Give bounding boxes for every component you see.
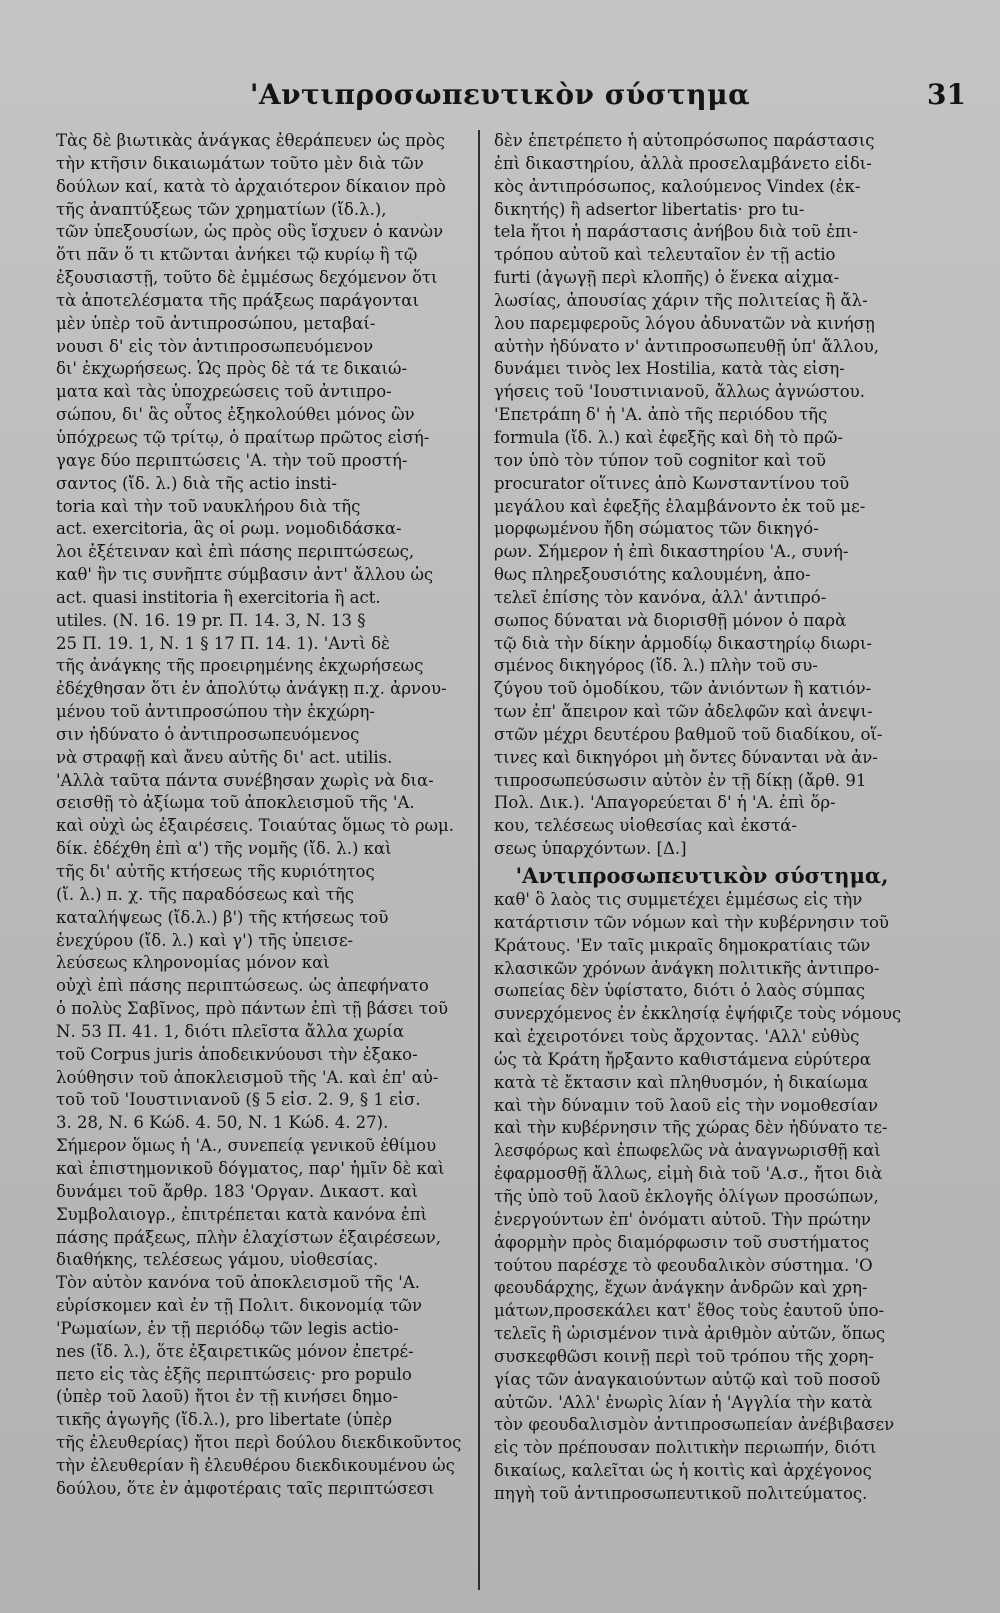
left-column	[56, 130, 466, 1590]
right-column-text-after: καθ' ὃ λαὸς τις συμμετέχει ἐμμέσως εἰς τὴν κατάρτισιν τῶν νόμων καὶ τὴν κυβέρνησιν τοῦ Κράτους. 'Εν ταῖς μικραῖς δημοκρατίαις τῶν κλασικῶν χρόνων ἀνάγκη πολιτικῆς ἀντιπρο- σωπείας δὲν ὑφίστατο, διότι ὁ λαὸς σύμπας συνερχόμενος ἐν ἐκκλησίᾳ ἐψήφιζε τοὺς νόμους καὶ ἐχειροτόνει τοὺς ἄρχοντας. 'Αλλ' εὐθὺς ὡς τὰ Κράτη ἤρξαντο καθιστάμενα εὐρύτερα κατὰ τὲ ἔκτασιν καὶ πληθυσμόν, ἡ δικαίωμα καὶ τὴν δύναμιν τοῦ λαοῦ εἰς τὴν νομοθεσίαν καὶ τὴν κυβέρνησιν τῆς χώρας δὲν ἠδύνατο τε- λεσφόρως καὶ ἐπωφελῶς νὰ ἀναγνωρισθῇ καὶ ἐφαρμοσθῇ ἄλλως, εἰμὴ διὰ τοῦ 'Α.σ., ἤτοι διὰ τῆς ὑπὸ τοῦ λαοῦ ἐκλογῆς ὀλίγων προσώπων, ἐνεργούντων ἐπ' ὀνόματι αὐτοῦ. Τὴν πρώτην ἀφορμὴν πρὸς διαμόρφωσιν τοῦ συστήματος τούτου παρέσχε τὸ φεουδαλικὸν σύστημα. 'Ο φεουδάρχης, ἔχων ἀνάγκην ἀνδρῶν καὶ χρη- μάτων,προσεκάλει κατ' ἔθος τοὺς ἑαυτοῦ ὑπο- τελεῖς ἢ ὡρισμένον τινὰ ἀριθμὸν αὐτῶν, ὅπως συσκεφθῶσι κοινῇ περὶ τοῦ τρόπου τῆς χορη- γίας τῶν ἀναγκαιούντων αὐτῷ καὶ τοῦ ποσοῦ αὐτῶν. 'Αλλ' ἐνωρὶς λίαν ἡ 'Αγγλία τὴν κατὰ τὸν φεουδαλισμὸν ἀντιπροσωπείαν ἀνέβιβασεν εἰς τὸν πρέπουσαν πολιτικὴν περιωπήν, διότι δικαίως, καλεῖται ὡς ἡ κοιτὶς καὶ ἀρχέγονος πηγὴ τοῦ ἀντιπροσωπευτικοῦ πολιτεύματος.	[494, 890, 902, 1503]
page-header	[0, 78, 1000, 118]
left-column-text: Τὰς δὲ βιωτικὰς ἀνάγκας ἐθεράπευεν ὡς πρὸς τὴν κτῆσιν δικαιωμάτων τοῦτο μὲν διὰ τῶν δούλων καί, κατὰ τὸ ἀρχαιότερον δίκαιον πρὸ τῆς ἀναπτύξεως τῶν χρηματίων (ἴδ.λ.), τῶν ὑπεξουσίων, ὡς πρὸς οὓς ἴσχυεν ὁ κανὼν ὅτι πᾶν ὅ τι κτῶνται ἀνήκει τῷ κυρίῳ ἢ τῷ ἐξουσιαστῇ, τοῦτο δὲ ἐμμέσως δεχόμενον ὅτι τὰ ἀποτελέσματα τῆς πράξεως παράγονται μὲν ὑπὲρ τοῦ ἀντιπροσώπου, μεταβαί- νουσι δ' εἰς τὸν ἀντιπροσωπευόμενον δι' ἐκχωρήσεως. Ὡς πρὸς δὲ τά τε δικαιώ- ματα καὶ τὰς ὑποχρεώσεις τοῦ ἀντιπρο- σώπου, δι' ἃς οὗτος ἐξηκολούθει μόνος ὢν ὑπόχρεως τῷ τρίτῳ, ὁ πραίτωρ πρῶτος εἰσή- γαγε δύο περιπτώσεις 'Α. τὴν τοῦ προστή- σαντος (ἴδ. λ.) διὰ τῆς actio insti- toria καὶ τὴν τοῦ ναυκλήρου διὰ τῆς act. exercitoria, ἃς οἱ ρωμ. νομοδιδάσκα- λοι ἐξέτειναν καὶ ἐπὶ πάσης περιπτώσεως, καθ' ἣν τις συνῆπτε σύμβασιν ἀντ' ἄλλου ὡς act. quasi institoria ἢ exercitoria ἢ act. utiles. (Ν. 16. 19 pr. Π. 14. 3, Ν. 13 § 25 Π. 19. 1, Ν. 1 § 17 Π. 14. 1). 'Αντὶ δὲ τῆς ἀνάγκης τῆς προειρημένης ἐκχωρήσεως ἐδέχθησαν ὅτι ἐν ἀπολύτῳ ἀνάγκῃ π.χ. ἀρνου- μένου τοῦ ἀντιπροσώπου τὴν ἐκχώρη- σιν ἠδύνατο ὁ ἀντιπροσωπευόμενος νὰ στραφῇ καὶ ἄνευ αὐτῆς δι' act. utilis. 'Αλλὰ ταῦτα πάντα συνέβησαν χωρὶς νὰ δια- σεισθῇ τὸ ἀξίωμα τοῦ ἀποκλεισμοῦ τῆς 'Α. καὶ οὐχὶ ὡς ἐξαιρέσεις. Τοιαύτας ὅμως τὸ ρωμ. δίκ. ἐδέχθη ἐπὶ α') τῆς νομῆς (ἴδ. λ.) καὶ τῆς δι' αὐτῆς κτήσεως τῆς κυριότητος (ἴ. λ.) π. χ. τῆς παραδόσεως καὶ τῆς καταλήψεως (ἴδ.λ.) β') τῆς κτήσεως τοῦ ἐνεχύρου (ἴδ. λ.) καὶ γ') τῆς ὑπεισε- λεύσεως κληρονομίας μόνον καὶ οὐχὶ ἐπὶ πάσης περιπτώσεως. ὡς ἀπεφήνατο ὁ πολὺς Σαβῖνος, πρὸ πάντων ἐπὶ τῇ βάσει τοῦ Ν. 53 Π. 41. 1, διότι πλεῖστα ἄλλα χωρία τοῦ Corpus juris ἀποδεικνύουσι τὴν ἐξακο- λούθησιν τοῦ ἀποκλεισμοῦ τῆς 'Α. καὶ ἐπ' αὐ- τοῦ τοῦ 'Ιουστινιανοῦ (§ 5 εἰσ. 2. 9, § 1 εἰσ. 3. 28, Ν. 6 Κώδ. 4. 50, Ν. 1 Κώδ. 4. 27). Σήμερον ὅμως ἡ 'Α., συνεπείᾳ γενικοῦ ἐθίμου καὶ ἐπιστημονικοῦ δόγματος, παρ' ἡμῖν δὲ καὶ δυνάμει τοῦ ἄρθρ. 183 'Οργαν. Δικαστ. καὶ Συμβολαιογρ., ἐπιτρέπεται κατὰ κανόνα ἐπὶ πάσης πράξεως, πλὴν ἐλαχίστων ἐξαιρέσεων, διαθήκης, τελέσεως γάμου, υἱοθεσίας. Τὸν αὐτὸν κανόνα τοῦ ἀποκλεισμοῦ τῆς 'Α. εὑρίσκομεν καὶ ἐν τῇ Πολιτ. δικονομίᾳ τῶν 'Ρωμαίων, ἐν τῇ περιόδῳ τῶν legis actio- nes (ἴδ. λ.), ὅτε ἐξαιρετικῶς μόνον ἐπετρέ- πετο εἰς τὰς ἑξῆς περιπτώσεις· pro populo (ὑπὲρ τοῦ λαοῦ) ἤτοι ἐν τῇ κινήσει δημο- τικῆς ἀγωγῆς (ἴδ.λ.), pro libertate (ὑπὲρ τῆς ἐλευθερίας) ἤτοι περὶ δούλου διεκδικοῦντος τὴν ἐλευθερίαν ἢ ἐλευθέρου διεκδικουμένου ὡς δούλου, ὅτε ἐν ἀμφοτέραις ταῖς περιπτώσεσι	[56, 131, 462, 1498]
right-column	[494, 130, 910, 1590]
section-subheading: 'Αντιπροσωπευτικὸν σύστημα,	[515, 863, 889, 888]
column-divider	[478, 130, 480, 1590]
running-head: 'Αντιπροσωπευτικὸν σύστημα	[249, 78, 751, 111]
right-column-text-before: δὲν ἐπετρέπετο ἡ αὐτοπρόσωπος παράστασις ἐπὶ δικαστηρίου, ἀλλὰ προσελαμβάνετο εἰδι- κὸς ἀντιπρόσωπος, καλούμενος Vindex (ἐκ- δικητής) ἢ adsertor libertatis· pro tu- tela ἤτοι ἡ παράστασις ἀνήβου διὰ τοῦ ἐπι- τρόπου αὐτοῦ καὶ τελευταῖον ἐν τῇ actio furti (ἀγωγῇ περὶ κλοπῆς) ὁ ἕνεκα αἰχμα- λωσίας, ἀπουσίας χάριν τῆς πολιτείας ἢ ἄλ- λου παρεμφεροῦς λόγου ἀδυνατῶν νὰ κινήσῃ αὐτὴν ἠδύνατο ν' ἀντιπροσωπευθῇ ὑπ' ἄλλου, δυνάμει τινὸς lex Hostilia, κατὰ τὰς εἰση- γήσεις τοῦ 'Ιουστινιανοῦ, ἄλλως ἀγνώστου. 'Επετράπη δ' ἡ 'Α. ἀπὸ τῆς περιόδου τῆς formula (ἴδ. λ.) καὶ ἐφεξῆς καὶ δὴ τὸ πρῶ- τον ὑπὸ τὸν τύπον τοῦ cognitor καὶ τοῦ procurator οἵτινες ἀπὸ Κωνσταντίνου τοῦ μεγάλου καὶ ἐφεξῆς ἐλαμβάνοντο ἐκ τοῦ με- μορφωμένου ἤδη σώματος τῶν δικηγό- ρων. Σήμερον ἡ ἐπὶ δικαστηρίου 'Α., συνή- θως πληρεξουσιότης καλουμένη, ἀπο- τελεῖ ἐπίσης τὸν κανόνα, ἀλλ' ἀντιπρό- σωπος δύναται νὰ διορισθῇ μόνον ὁ παρὰ τῷ διὰ τὴν δίκην ἁρμοδίῳ δικαστηρίῳ διωρι- σμένος δικηγόρος (ἴδ. λ.) πλὴν τοῦ συ- ζύγου τοῦ ὁμοδίκου, τῶν ἀνιόντων ἢ κατιόν- των ἐπ' ἄπειρον καὶ τῶν ἀδελφῶν καὶ ἀνεψι- στῶν μέχρι δευτέρου βαθμοῦ τοῦ διαδίκου, οἵ- τινες καὶ δικηγόροι μὴ ὄντες δύνανται νὰ ἀν- τιπροσωπεύσωσιν αὐτὸν ἐν τῇ δίκῃ (ἄρθ. 91 Πολ. Δικ.). 'Απαγορεύεται δ' ἡ 'Α. ἐπὶ ὅρ- κου, τελέσεως υἱοθεσίας καὶ ἐκστά- σεως ὑπαρχόντων. [Δ.]	[494, 131, 883, 859]
page-number: 31	[927, 78, 966, 111]
